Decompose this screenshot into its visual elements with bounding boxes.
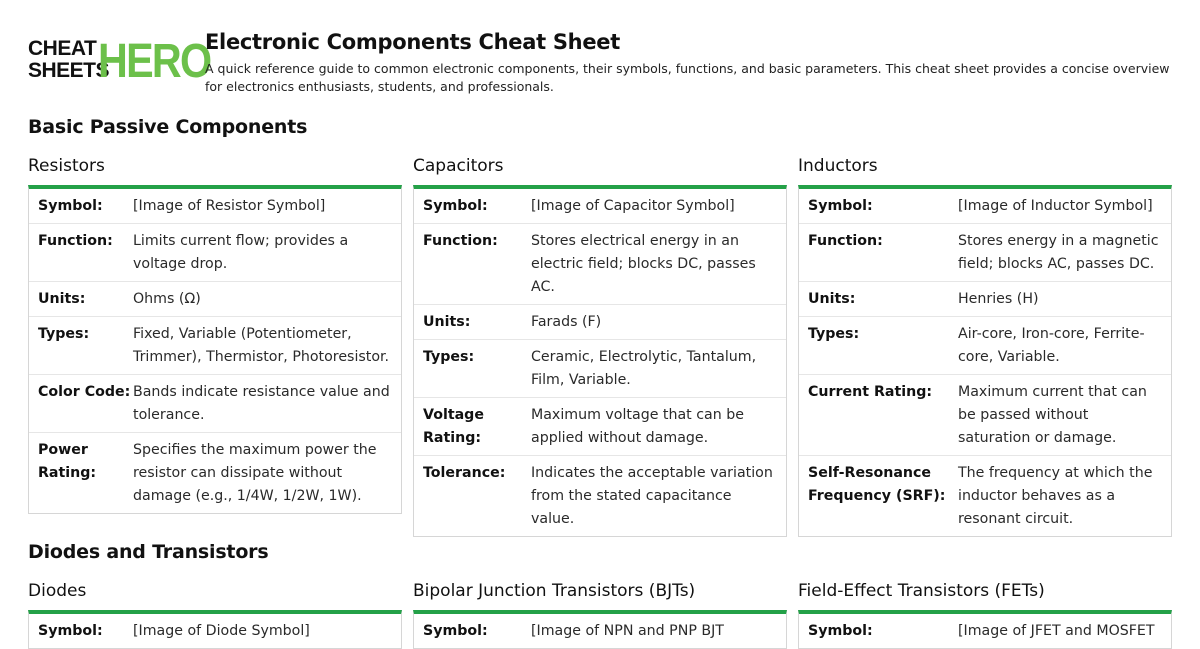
fet-card — [798, 610, 1172, 649]
fet-column — [798, 580, 1172, 649]
bjt-column — [413, 580, 787, 649]
row-key: Types: — [808, 326, 860, 342]
table-row — [799, 374, 1171, 455]
table-row — [414, 455, 786, 536]
row-value: The frequency at which the inductor behaves as a resonant circuit. — [958, 465, 1153, 527]
inductors-card — [798, 185, 1172, 537]
inductors-column — [798, 155, 1172, 537]
table-row — [414, 223, 786, 304]
table-row — [29, 223, 401, 281]
row-value: [Image of Resistor Symbol] — [133, 198, 326, 214]
row-value: [Image of JFET and MOSFET — [958, 623, 1155, 639]
logo-sheets: SHEETS — [28, 59, 110, 82]
table-row — [799, 281, 1171, 316]
page-description: A quick reference guide to common electronic components, their symbols, functions, and basic parameters. This cheat sheet provides a concise overview for electronics enthusiasts, students, and professionals. — [205, 61, 1170, 94]
row-value: Farads (F) — [531, 314, 602, 330]
column-title: Field-Effect Transistors (FETs) — [798, 581, 1045, 601]
capacitors-card — [413, 185, 787, 537]
row-value: Indicates the acceptable variation from the stated capacitance value. — [531, 465, 773, 527]
row-key: Power Rating: — [38, 442, 97, 481]
table-row — [799, 223, 1171, 281]
table-row — [29, 189, 401, 223]
row-key: Types: — [423, 349, 475, 365]
table-row — [414, 614, 786, 648]
table-row — [799, 614, 1171, 648]
logo-cheat: CHEAT — [28, 37, 97, 60]
table-row — [414, 397, 786, 455]
table-row — [29, 374, 401, 432]
row-key: Tolerance: — [423, 465, 506, 481]
row-value: [Image of NPN and PNP BJT — [531, 623, 724, 639]
table-row — [29, 281, 401, 316]
row-value: Stores electrical energy in an electric field; blocks DC, passes AC. — [531, 233, 756, 295]
row-key: Symbol: — [38, 198, 103, 214]
row-value: [Image of Capacitor Symbol] — [531, 198, 735, 214]
column-title: Diodes — [28, 581, 87, 601]
capacitors-column — [413, 155, 787, 537]
column-title: Resistors — [28, 156, 105, 176]
row-value: Maximum current that can be passed without saturation or damage. — [958, 384, 1147, 446]
row-value: [Image of Inductor Symbol] — [958, 198, 1153, 214]
row-key: Types: — [38, 326, 90, 342]
table-row — [414, 189, 786, 223]
row-key: Voltage Rating: — [423, 407, 484, 446]
table-row — [414, 339, 786, 397]
section-title-diodes-transistors: Diodes and Transistors — [28, 541, 269, 563]
row-key: Self-Resonance Frequency (SRF): — [808, 465, 946, 504]
resistors-column — [28, 155, 402, 514]
table-row — [29, 432, 401, 513]
row-value: Specifies the maximum power the resistor can dissipate without damage (e.g., 1/4W, 1/2W, 1W). — [133, 442, 377, 504]
table-row — [799, 189, 1171, 223]
row-key: Function: — [808, 233, 883, 249]
row-key: Current Rating: — [808, 384, 933, 400]
diodes-column — [28, 580, 402, 649]
row-value: Maximum voltage that can be applied without damage. — [531, 407, 744, 446]
table-row — [414, 304, 786, 339]
column-title: Bipolar Junction Transistors (BJTs) — [413, 581, 696, 601]
row-key: Units: — [808, 291, 856, 307]
row-value: Ohms (Ω) — [133, 291, 201, 307]
row-value: Bands indicate resistance value and tolerance. — [133, 384, 390, 423]
row-key: Symbol: — [808, 623, 873, 639]
row-key: Units: — [423, 314, 471, 330]
table-row — [29, 614, 401, 648]
page-header — [28, 30, 1178, 100]
row-value: Ceramic, Electrolytic, Tantalum, Film, Variable. — [531, 349, 757, 388]
row-value: [Image of Diode Symbol] — [133, 623, 310, 639]
row-key: Function: — [38, 233, 113, 249]
row-key: Symbol: — [423, 623, 488, 639]
row-value: Fixed, Variable (Potentiometer, Trimmer), Thermistor, Photoresistor. — [133, 326, 390, 365]
row-key: Symbol: — [423, 198, 488, 214]
page-title: Electronic Components Cheat Sheet — [205, 30, 620, 54]
logo-wordmark — [28, 38, 109, 82]
bjt-card — [413, 610, 787, 649]
row-key: Symbol: — [808, 198, 873, 214]
logo-hero: HERO — [98, 35, 211, 88]
row-key: Symbol: — [38, 623, 103, 639]
section-title-passive: Basic Passive Components — [28, 116, 308, 138]
row-key: Units: — [38, 291, 86, 307]
diodes-card — [28, 610, 402, 649]
table-row — [799, 316, 1171, 374]
column-title: Capacitors — [413, 156, 504, 176]
row-key: Function: — [423, 233, 498, 249]
table-row — [799, 455, 1171, 536]
row-value: Stores energy in a magnetic field; blocks AC, passes DC. — [958, 233, 1159, 272]
row-value: Limits current flow; provides a voltage drop. — [133, 233, 349, 272]
column-title: Inductors — [798, 156, 878, 176]
row-value: Henries (H) — [958, 291, 1039, 307]
resistors-card — [28, 185, 402, 514]
table-row — [29, 316, 401, 374]
row-key: Color Code: — [38, 384, 131, 400]
cheatsheets-hero-logo[interactable] — [28, 35, 211, 88]
row-value: Air-core, Iron-core, Ferrite-core, Variable. — [958, 326, 1145, 365]
